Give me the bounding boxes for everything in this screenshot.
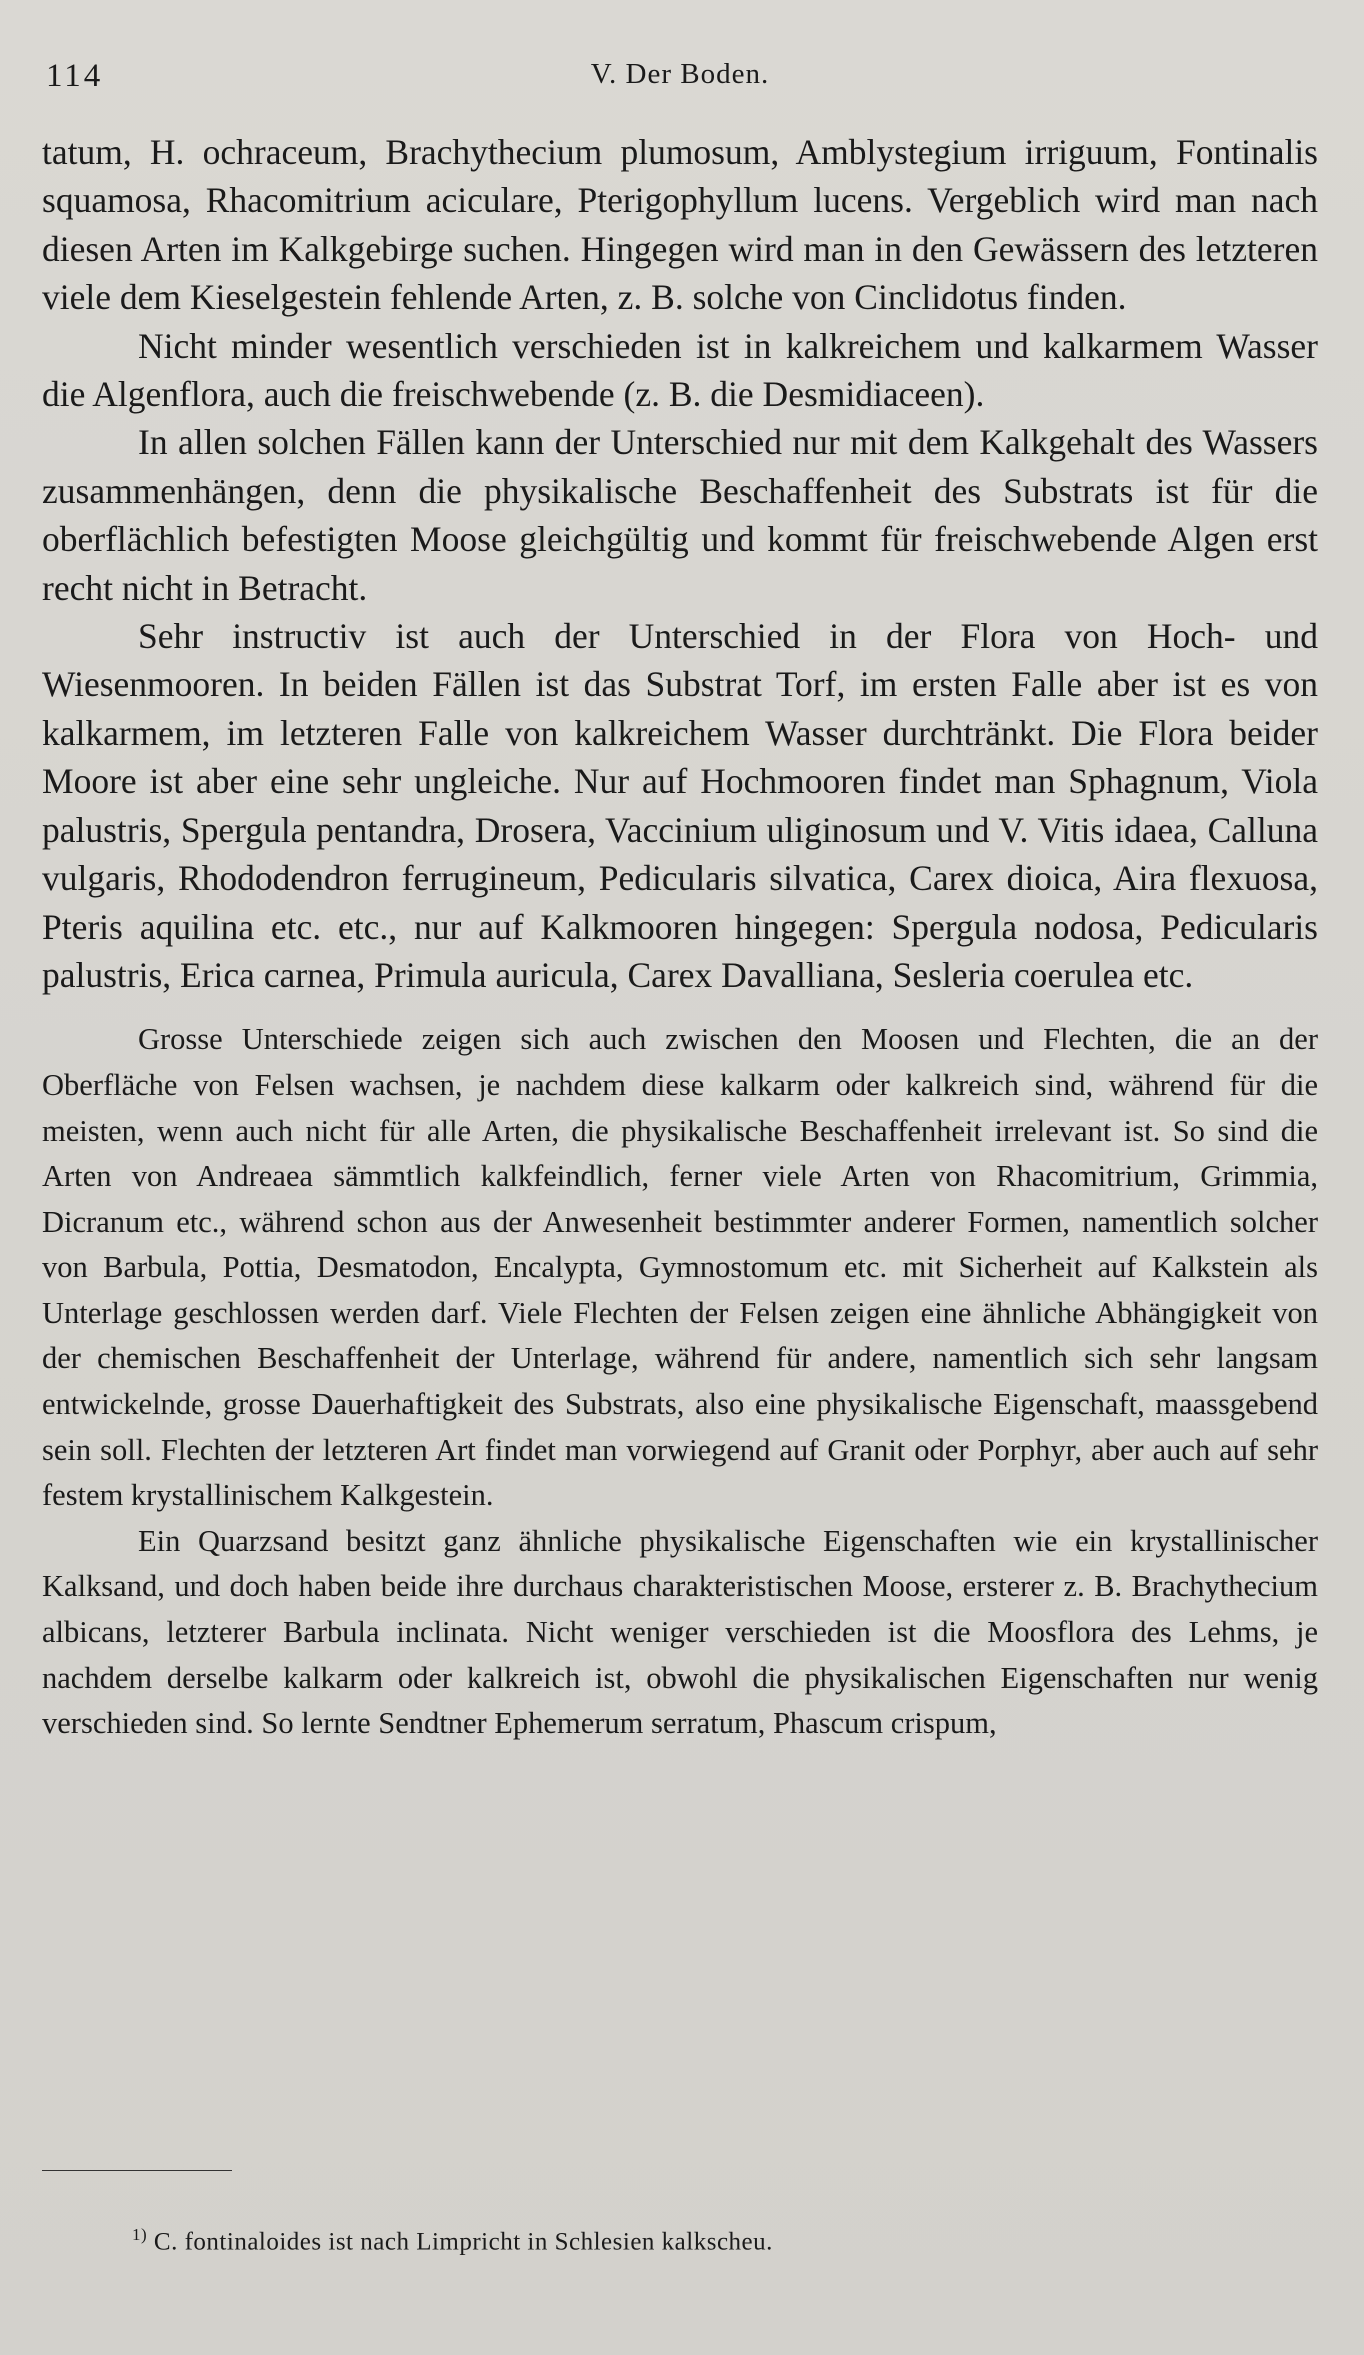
paragraph: tatum, H. ochraceum, Brachythecium plumosum, Amblystegium irriguum, Fontinalis squamosa, Rhacomitrium aciculare, Pterigophyllum lucens. Vergeblich wird man nach diesen Arten im Kalkgebirge suchen. Hingegen wird man in den Gewässern des letzteren viele dem Kieselgestein fehlende Arten, z. B. solche von Cinclidotus finden. xyxy=(42,132,1318,318)
paragraph: In allen solchen Fällen kann der Unterschied nur mit dem Kalkgehalt des Wassers zusammenhängen, denn die physikalische Beschaffenheit des Substrats ist für die oberflächlich befestigten Moose gleichgültig und kommt für freischwebende Algen erst recht nicht in Betracht. xyxy=(42,422,1318,608)
paragraph: Grosse Unterschiede zeigen sich auch zwischen den Moosen und Flechten, die an der Oberfläche von Felsen wachsen, je nachdem diese kalkarm oder kalkreich sind, während für die meisten, wenn auch nicht für alle Arten, die physikalische Beschaffenheit irrelevant ist. So sind die Arten von Andreaea sämmtlich kalkfeindlich, ferner viele Arten von Rhacomitrium, Grimmia, Dicranum etc., während schon aus der Anwesenheit bestimmter anderer Formen, namentlich solcher von Barbula, Pottia, Desmatodon, Encalypta, Gymnostomum etc. mit Sicherheit auf Kalkstein als Unterlage geschlossen werden darf. Viele Flechten der Felsen zeigen eine ähnliche Abhängigkeit von der chemischen Beschaffenheit der Unterlage, während für andere, namentlich sich sehr langsam entwickelnde, grosse Dauerhaftigkeit des Substrats, also eine physikalische Eigenschaft, maassgebend sein soll. Flechten der letzteren Art findet man vorwiegend auf Granit oder Porphyr, aber auch auf sehr festem krystallinischem Kalkgestein. xyxy=(42,1022,1318,1513)
running-head: V. Der Boden. xyxy=(590,58,770,90)
footnote xyxy=(132,2218,1318,2259)
paragraph: Sehr instructiv ist auch der Unterschied in der Flora von Hoch- und Wiesenmooren. In beiden Fällen ist das Substrat Torf, im ersten Falle aber ist es von kalkarmem, im letzteren Falle von kalkreichem Wasser durchtränkt. Die Flora beider Moore ist aber eine sehr ungleiche. Nur auf Hochmooren findet man Sphagnum, Viola palustris, Spergula pentandra, Drosera, Vaccinium uliginosum und V. Vitis idaea, Calluna vulgaris, Rhododendron ferrugineum, Pedicularis silvatica, Carex dioica, Aira flexuosa, Pteris aquilina etc. etc., nur auf Kalkmooren hingegen: Spergula nodosa, Pedicularis palustris, Erica carnea, Primula auricula, Carex Davalliana, Sesleria coerulea etc. xyxy=(42,616,1318,995)
footnote-marker: 1) xyxy=(132,2225,148,2244)
page-header xyxy=(42,58,1318,98)
page-number: 114 xyxy=(46,58,104,94)
footnote-text: C. fontinaloides ist nach Limpricht in Schlesien kalkscheu. xyxy=(153,2228,773,2256)
small-type-section xyxy=(42,1017,1318,1747)
footnote-rule xyxy=(42,2170,232,2171)
paragraph: Ein Quarzsand besitzt ganz ähnliche physikalische Eigenschaften wie ein krystallinischer Kalksand, und doch haben beide ihre durchaus charakteristischen Moose, ersterer z. B. Brachythecium albicans, letzterer Barbula inclinata. Nicht weniger verschieden ist die Moosflora des Lehms, je nachdem derselbe kalkarm oder kalkreich ist, obwohl die physikalischen Eigenschaften nur wenig verschieden sind. So lernte Sendtner Ephemerum serratum, Phascum crispum, xyxy=(42,1523,1318,1741)
body-text xyxy=(42,128,1318,1747)
large-type-section xyxy=(42,128,1318,999)
paragraph: Nicht minder wesentlich verschieden ist in kalkreichem und kalkarmem Wasser die Algenflora, auch die freischwebende (z. B. die Desmidiaceen). xyxy=(42,325,1318,415)
